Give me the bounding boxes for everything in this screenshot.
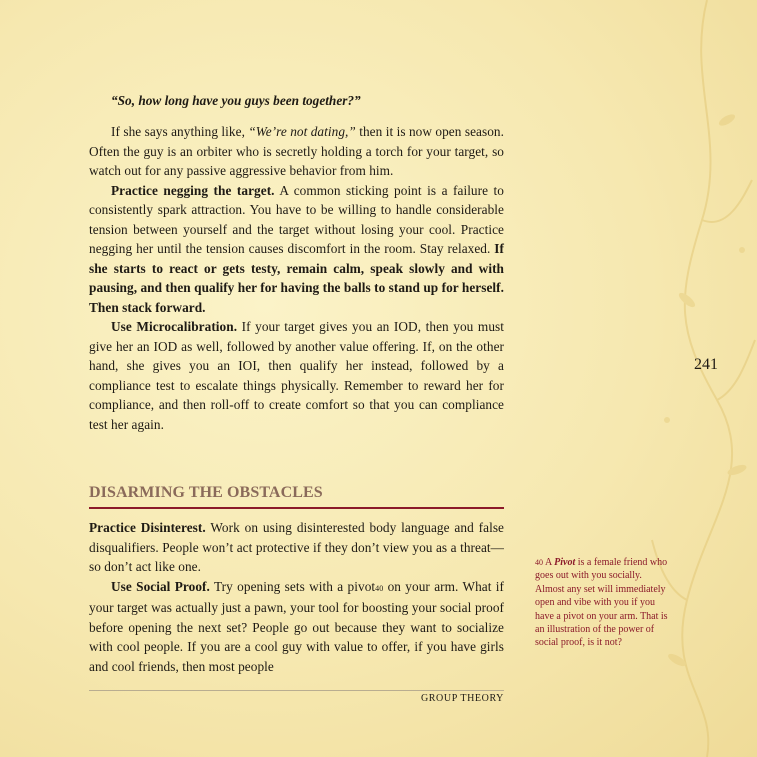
paragraph-1 xyxy=(89,122,504,181)
page-number: 241 xyxy=(694,356,718,373)
text: Try opening sets with a pivot xyxy=(209,578,376,594)
text: is a female friend who goes out with you socially. Almost any set will immediately open and vibe with you if you have a pivot on your arm. That is an illustration of the power of social proof, is it not? xyxy=(535,557,668,649)
italic-quote: “We’re not dating,” xyxy=(248,124,356,139)
paragraph-4 xyxy=(89,518,504,577)
text: A common sticking point is a failure to consistently spark attraction. You have to be willing to handle considerable tension between yourself and the target without losing your cool. Practice negging her until the tension causes discomfort in the room. Stay relaxed. xyxy=(89,182,504,256)
bold-text: If she starts to react or gets testy, remain calm, speak slowly and with pausing, and then qualify her for having the balls to stand up for herself. Then stack forward. xyxy=(89,241,504,315)
lead-in: Use Microcalibration. xyxy=(111,319,238,334)
text: then it is now open season. Often the guy is an orbiter who is secretly holding a torch for your target, so watch out for any passive aggressive behavior from him. xyxy=(89,124,504,178)
footnote-ref[interactable]: 40 xyxy=(375,583,384,593)
footer-rule xyxy=(89,690,504,691)
footnote-term: Pivot xyxy=(554,557,576,568)
lead-in: Practice Disinterest. xyxy=(89,520,206,535)
opening-quote: “So, how long have you guys been together?” xyxy=(111,93,361,108)
sidenote xyxy=(535,556,670,650)
main-text-lower xyxy=(89,518,504,676)
lead-in: Practice negging the target. xyxy=(111,182,275,198)
paragraph-2 xyxy=(89,181,504,318)
heading-rule xyxy=(89,507,504,509)
paragraph-3 xyxy=(89,317,504,434)
text: Work on using disinterested body language and false disqualifiers. People won’t act protective if they don’t view you as a threat—so don’t act like one. xyxy=(89,520,504,574)
footnote-number: 40 xyxy=(535,558,543,567)
lead-in: Use Social Proof. xyxy=(111,578,210,594)
main-text-upper xyxy=(89,122,504,434)
section-heading: DISARMING THE OBSTACLES xyxy=(89,484,323,501)
running-footer: GROUP THEORY xyxy=(420,693,504,704)
text: If your target gives you an IOD, then you must give her an IOD as well, followed by another value offering. If, on the other hand, she gives you an IOI, then qualify her instead, followed by a compliance test to escalate things physically. Remember to reward her for compliance, and then roll-off to create comfort so that you can compliance test her again. xyxy=(89,319,504,432)
text: A xyxy=(543,557,555,568)
text: on your arm. What if your target was actually just a pawn, your tool for boosting your social proof before opening the next set? People go out because they want to socialize with cool people. If you are a cool guy with value to offer, if you have girls and cool friends, then most people xyxy=(89,578,504,674)
text: If she says anything like, xyxy=(111,124,249,139)
paragraph-5 xyxy=(89,577,504,677)
